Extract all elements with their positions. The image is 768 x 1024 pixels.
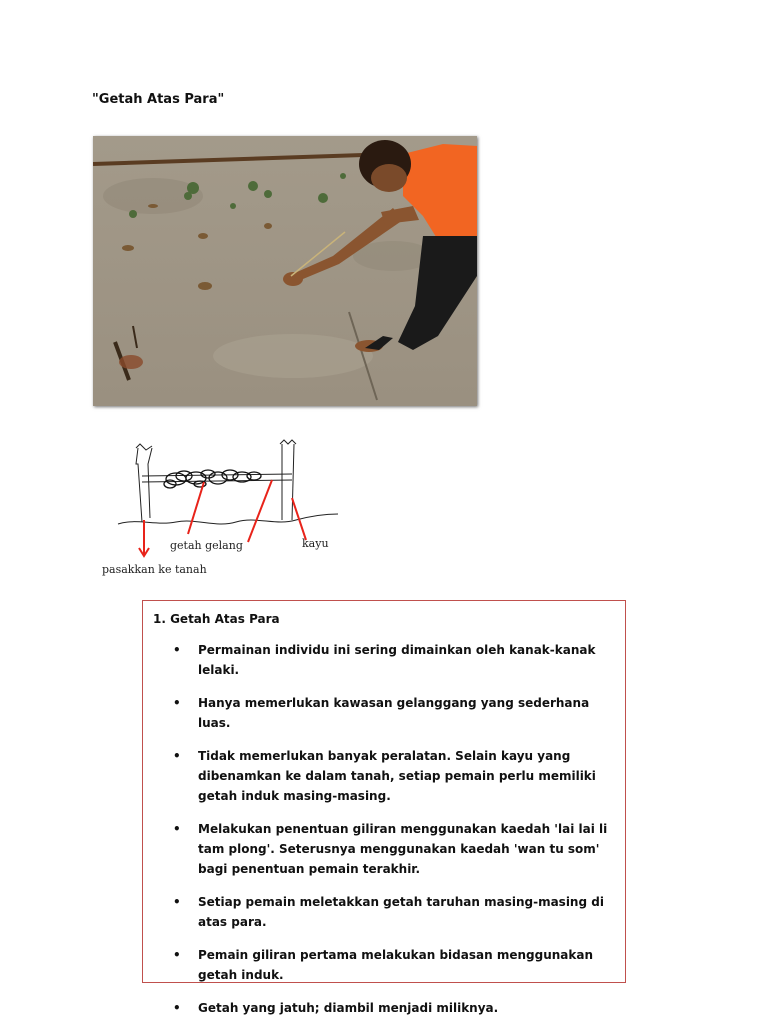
bullet-icon: •	[173, 895, 181, 909]
label-pasakkan: pasakkan ke tanah	[102, 563, 207, 576]
list-item	[153, 640, 613, 680]
list-item	[153, 998, 613, 1018]
game-photo	[93, 136, 477, 406]
list-item	[153, 945, 613, 985]
list-item-text: Setiap pemain meletakkan getah taruhan masing-masing di atas para.	[198, 895, 604, 929]
bullet-icon: •	[173, 696, 181, 710]
game-setup-diagram	[96, 436, 356, 584]
list-item	[153, 819, 613, 879]
list-item-text: Pemain giliran pertama melakukan bidasan menggunakan getah induk.	[198, 948, 593, 982]
label-kayu: kayu	[302, 537, 329, 550]
list-item	[153, 693, 613, 733]
info-heading: 1. Getah Atas Para	[153, 612, 280, 626]
rules-list	[153, 640, 613, 1018]
bullet-icon: •	[173, 948, 181, 962]
label-getah-gelang: getah gelang	[170, 539, 243, 552]
list-item-text: Tidak memerlukan banyak peralatan. Selain kayu yang dibenamkan ke dalam tanah, setiap pemain perlu memiliki getah induk masing-masing.	[198, 749, 596, 803]
document-title: "Getah Atas Para"	[92, 92, 225, 107]
info-box	[142, 600, 626, 1015]
list-item-text: Hanya memerlukan kawasan gelanggang yang sederhana luas.	[198, 696, 590, 730]
list-item-text: Getah yang jatuh; diambil menjadi miliknya.	[198, 1001, 499, 1015]
bullet-icon: •	[173, 643, 181, 657]
list-item	[153, 892, 613, 932]
list-item-text: Permainan individu ini sering dimainkan oleh kanak-kanak lelaki.	[198, 643, 596, 677]
bullet-icon: •	[173, 749, 181, 763]
bullet-icon: •	[173, 822, 181, 836]
list-item-text: Melakukan penentuan giliran menggunakan kaedah 'lai lai li tam plong'. Seterusnya menggunakan kaedah 'wan tu som' bagi penentuan pemain terakhir.	[198, 822, 608, 876]
bullet-icon: •	[173, 1001, 181, 1015]
list-item	[153, 746, 613, 806]
